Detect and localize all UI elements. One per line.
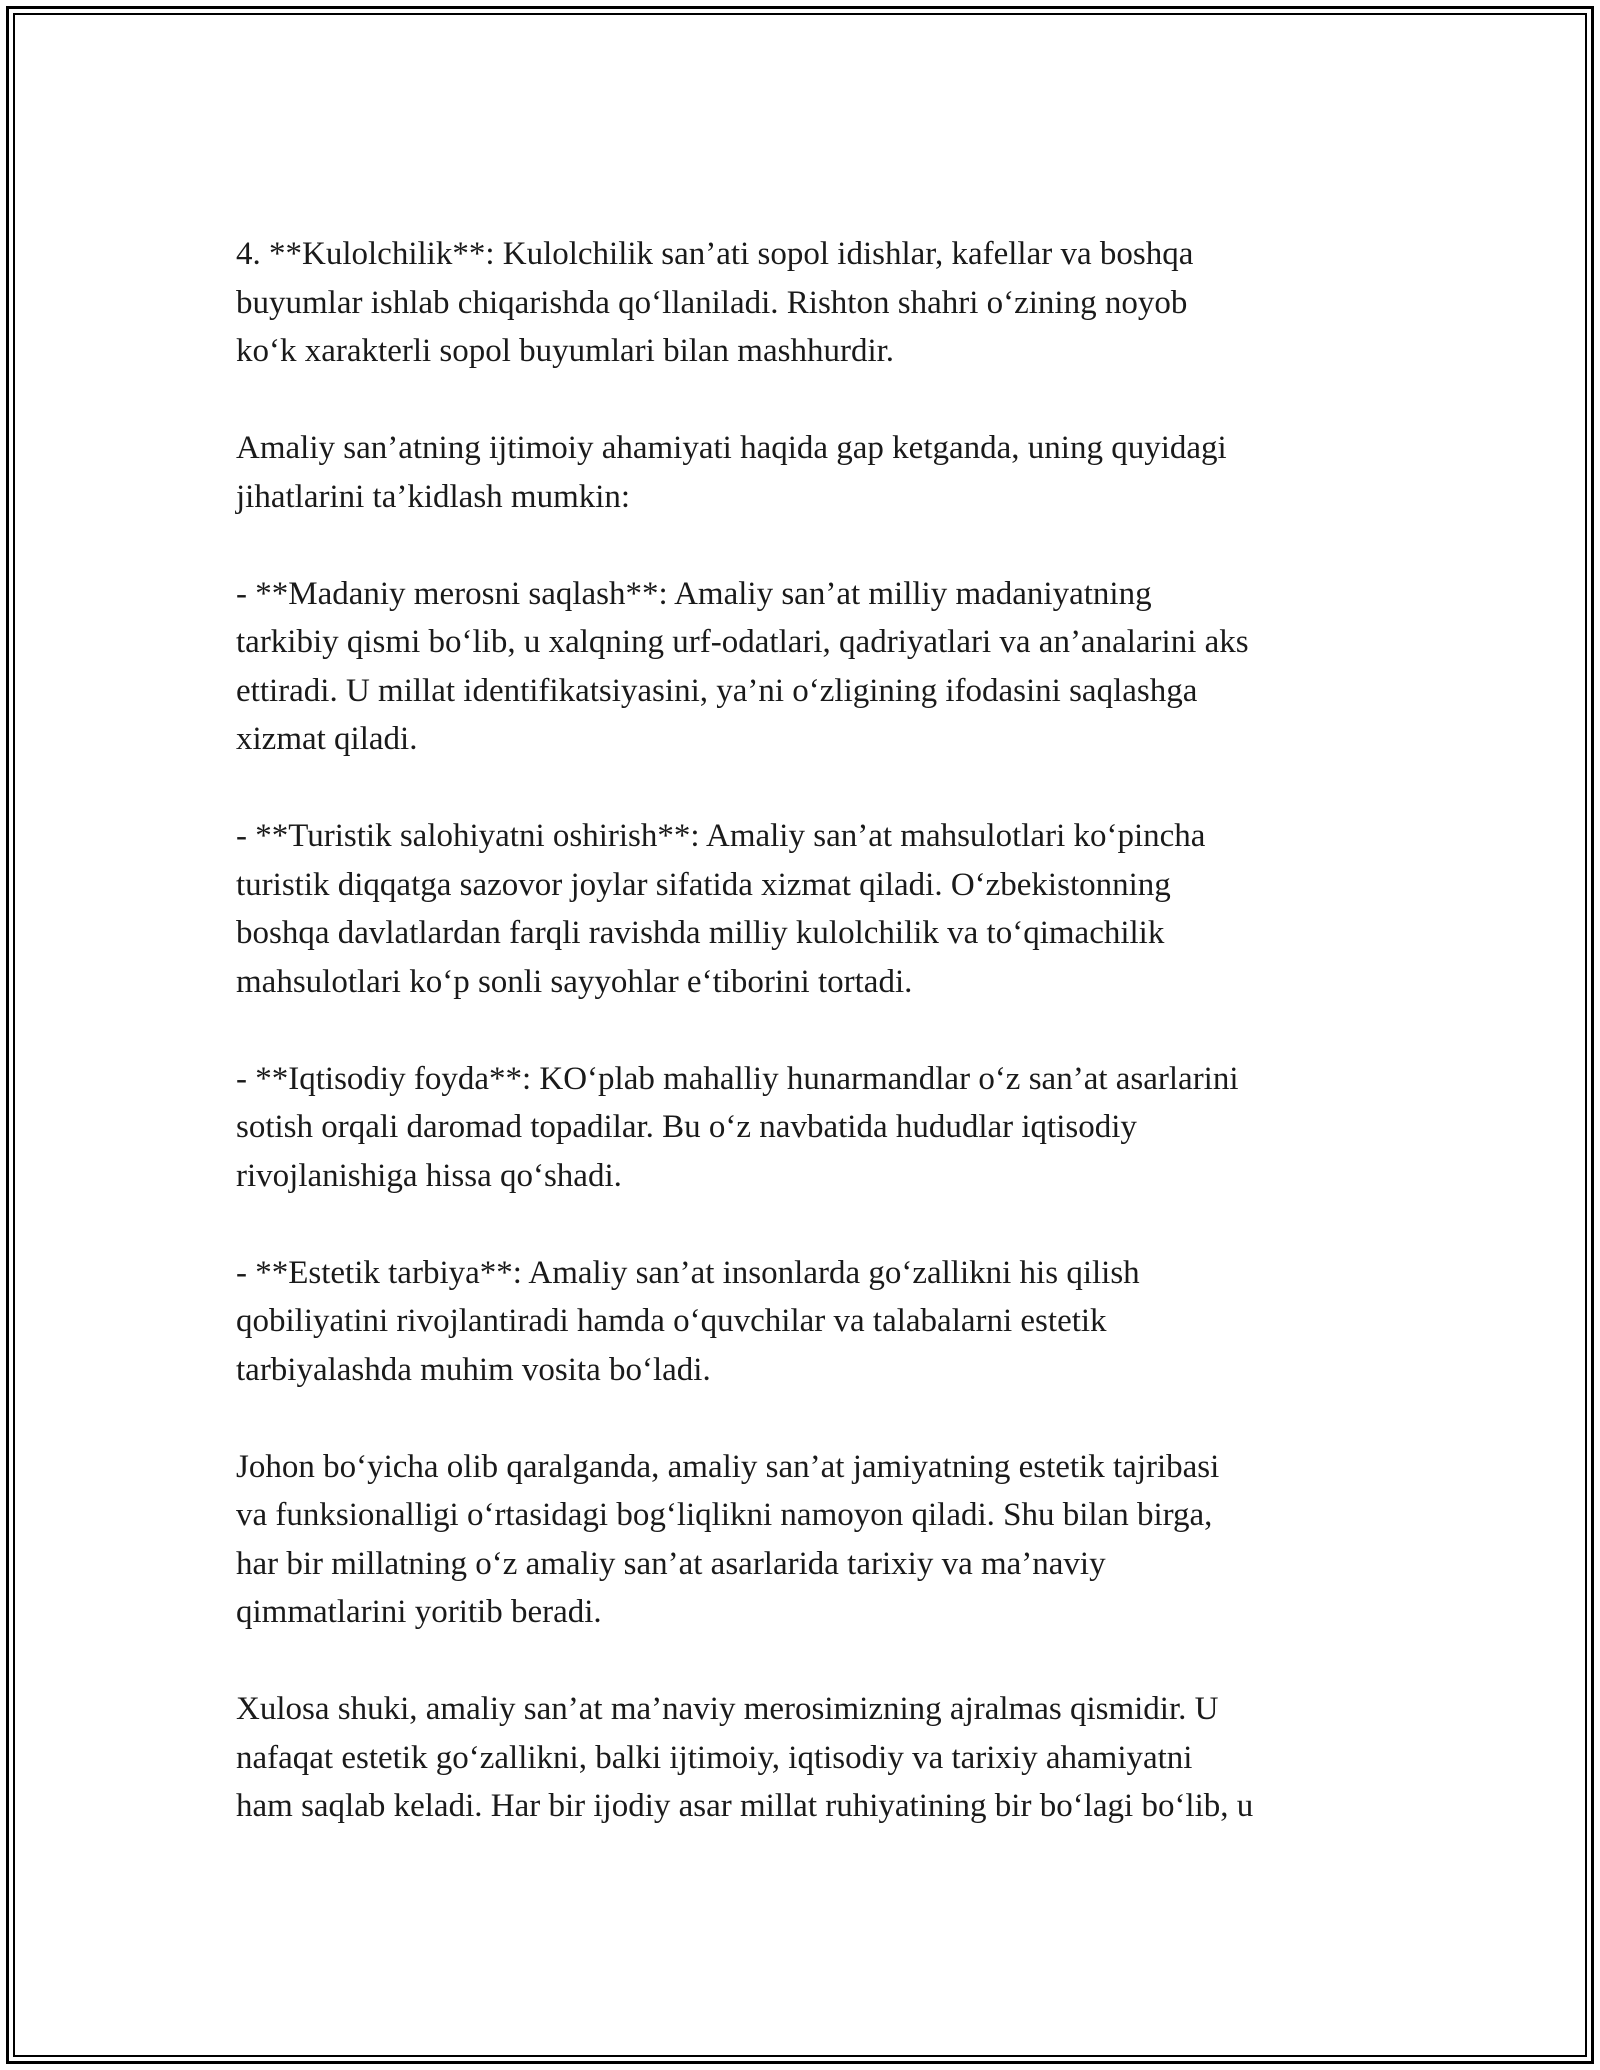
text-line: turistik diqqatga sazovor joylar sifatida xizmat qiladi. O‘zbekistonning [236,866,1171,903]
text-line: - **Madaniy merosni saqlash**: Amaliy san’at milliy madaniyatning [236,575,1152,612]
paragraph-tourism [236,812,1386,1006]
text-line: qimmatlarini yoritib beradi. [236,1594,602,1630]
text-line: buyumlar ishlab chiqarishda qo‘llaniladi. Rishton shahri o‘zining noyob [236,284,1188,321]
paragraph-cultural-heritage [236,570,1386,764]
text-line: - **Estetik tarbiya**: Amaliy san’at insonlarda go‘zallikni his qilish [236,1254,1140,1291]
text-line: qobiliyatini rivojlantiradi hamda o‘quvchilar va talabalarni estetik [236,1303,1107,1339]
paragraph-social-importance-intro [236,424,1386,521]
text-line: jihatlarini ta’kidlash mumkin: [236,478,631,515]
text-line: sotish orqali daromad topadilar. Bu o‘z navbatida hududlar iqtisodiy [236,1109,1137,1145]
paragraph-economic-benefit [236,1055,1386,1201]
text-line: - **Iqtisodiy foyda**: KO‘plab mahalliy hunarmandlar o‘z san’at asarlarini [236,1060,1239,1097]
text-line: boshqa davlatlardan farqli ravishda milliy kulolchilik va to‘qimachilik [236,915,1165,951]
text-line: Xulosa shuki, amaliy san’at ma’naviy merosimizning ajralmas qismidir. U [236,1691,1219,1727]
text-line: Johon bo‘yicha olib qaralganda, amaliy san’at jamiyatning estetik tajribasi [236,1448,1220,1485]
paragraph-global-view [236,1443,1386,1637]
text-line: xizmat qiladi. [236,721,418,757]
text-line: ettiradi. U millat identifikatsiyasini, ya’ni o‘zligining ifodasini saqlashga [236,672,1198,709]
document-body [236,230,1386,1831]
paragraph-conclusion [236,1685,1386,1831]
text-line: va funksionalligi o‘rtasidagi bog‘liqlikni namoyon qiladi. Shu bilan birga, [236,1497,1213,1533]
text-line: tarkibiy qismi bo‘lib, u xalqning urf-odatlari, qadriyatlari va an’analarini aks [236,624,1249,660]
text-line: tarbiyalashda muhim vosita bo‘ladi. [236,1351,711,1388]
paragraph-kulolchilik [236,230,1386,376]
text-line: mahsulotlari ko‘p sonli sayyohlar e‘tiborini tortadi. [236,963,913,1000]
text-line: - **Turistik salohiyatni oshirish**: Amaliy san’at mahsulotlari ko‘pincha [236,818,1206,854]
text-line: rivojlanishiga hissa qo‘shadi. [236,1157,622,1194]
text-line: ham saqlab keladi. Har bir ijodiy asar millat ruhiyatining bir bo‘lagi bo‘lib, u [236,1788,1254,1824]
text-line: Amaliy san’atning ijtimoiy ahamiyati haqida gap ketganda, uning quyidagi [236,430,1227,466]
text-line: 4. **Kulolchilik**: Kulolchilik san’ati sopol idishlar, kafellar va boshqa [236,236,1194,272]
paragraph-aesthetic-education [236,1249,1386,1395]
text-line: har bir millatning o‘z amaliy san’at asarlarida tarixiy va ma’naviy [236,1545,1106,1582]
text-line: nafaqat estetik go‘zallikni, balki ijtimoiy, iqtisodiy va tarixiy ahamiyatni [236,1739,1193,1776]
text-line: ko‘k xarakterli sopol buyumlari bilan mashhurdir. [236,333,895,369]
